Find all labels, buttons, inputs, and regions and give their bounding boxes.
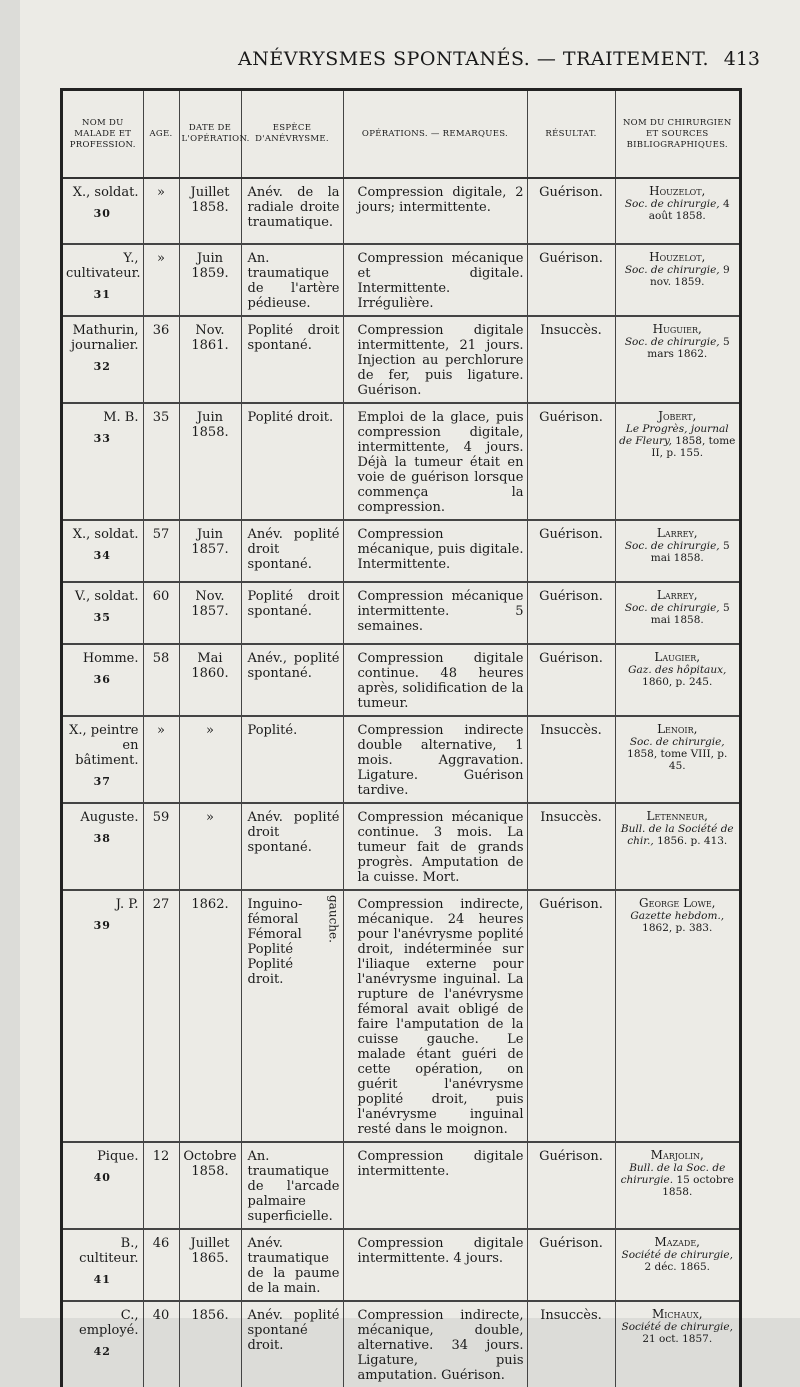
date-value: Juin 1858.: [191, 410, 229, 440]
operations-text: Compression indirecte, mécanique. 24 heures pour l'anévrysme poplité droit, indéterminée sur l'iliaque externe pour l'anévrysme inguinal. La rupture de l'anévrysme fémoral avait obligé de faire l'amputation de la cuisse gauche. Le malade étant guéri de cette opération, on guérit l'anévrysme poplité droit, puis l'anévrysme inguinal resté dans le moignon.: [357, 897, 524, 1137]
date-value: Mai 1860.: [191, 651, 229, 681]
cell-age: [143, 1142, 179, 1229]
table-row: [63, 582, 739, 644]
observation-number: 33: [93, 432, 111, 445]
espece-value: Anév. de la radiale droite traumatique.: [247, 185, 340, 230]
date-value: Juillet 1865.: [190, 1236, 230, 1266]
date-value: »: [206, 810, 214, 825]
cell-resultat: [527, 316, 615, 403]
source-reference: Bull. de la Soc. de chirurgie.: [620, 1162, 726, 1186]
cell-espece: [241, 520, 343, 582]
cell-espece: [241, 178, 343, 244]
cell-patient: [63, 716, 143, 803]
cell-source: [615, 1229, 739, 1301]
cell-date: [179, 890, 241, 1142]
source-date: 21 oct. 1857.: [642, 1333, 713, 1345]
patient-name: Auguste.: [80, 810, 139, 825]
patient-name: J. P.: [115, 897, 139, 912]
table-row: [63, 316, 739, 403]
cell-date: [179, 716, 241, 803]
operations-text: Compression digitale intermittente.: [357, 1149, 524, 1179]
date-value: Octobre 1858.: [183, 1149, 237, 1179]
surgeon-name: Larrey,: [656, 526, 698, 540]
surgeon-name: Huguier,: [652, 322, 702, 336]
espece-value: Anév. poplité droit spontané.: [247, 810, 340, 855]
cell-source: [615, 1301, 739, 1387]
surgeon-name: Houzelot,: [649, 184, 706, 198]
cell-espece: [241, 403, 343, 520]
cell-espece: [241, 582, 343, 644]
cell-source: [615, 244, 739, 316]
source-date: 15 octobre 1858.: [662, 1174, 734, 1198]
cell-date: [179, 520, 241, 582]
operations-text: Compression mécanique, puis digitale. Intermittente.: [357, 527, 524, 572]
source-date: 1856. p. 413.: [657, 835, 728, 847]
resultat-value: Guérison.: [539, 897, 603, 912]
cell-operations: [343, 1229, 527, 1301]
age-value: 27: [152, 897, 170, 912]
age-value: »: [157, 251, 165, 266]
brace-label: gauche.: [326, 895, 341, 943]
cell-operations: [343, 716, 527, 803]
cell-patient: [63, 403, 143, 520]
cell-espece: [241, 1142, 343, 1229]
observation-number: 36: [93, 673, 111, 686]
cell-source: [615, 178, 739, 244]
resultat-value: Insuccès.: [540, 810, 602, 825]
table-row: [63, 803, 739, 890]
cell-espece: [241, 1301, 343, 1387]
table-row: [63, 1142, 739, 1229]
date-value: Juillet 1858.: [190, 185, 230, 215]
source-reference: Société de chirurgie,: [621, 1249, 733, 1261]
source-reference: Soc. de chirurgie,: [624, 264, 720, 276]
cell-age: [143, 1301, 179, 1387]
age-value: 40: [152, 1308, 170, 1323]
source-reference: Soc. de chirurgie,: [629, 736, 725, 748]
surgeon-name: Mazade,: [654, 1235, 700, 1249]
col-header-espece: ESPÈCE D'ANÉVRYSME.: [241, 91, 343, 178]
age-value: 46: [152, 1236, 170, 1251]
source-date: 5 mai 1858.: [650, 602, 730, 626]
cell-patient: [63, 890, 143, 1142]
cell-resultat: [527, 1229, 615, 1301]
observation-number: 40: [93, 1171, 111, 1184]
book-page: [20, 0, 800, 1383]
patient-name: Pique.: [97, 1149, 139, 1164]
table-row: [63, 644, 739, 716]
source-date: 1860, p. 245.: [642, 676, 713, 688]
cell-espece: [241, 644, 343, 716]
cell-resultat: [527, 1301, 615, 1387]
date-value: Nov. 1861.: [191, 323, 229, 353]
espece-value: An. traumatique de l'arcade palmaire superficielle.: [247, 1149, 340, 1224]
cell-patient: [63, 178, 143, 244]
col-header-date: DATE DE L'OPÉRATION.: [179, 91, 241, 178]
operations-text: Compression mécanique intermittente. 5 semaines.: [357, 589, 524, 634]
espece-value: Anév. poplité spontané droit.: [247, 1308, 340, 1353]
resultat-value: Insuccès.: [540, 323, 602, 338]
col-header-source: NOM DU CHIRURGIEN ET SOURCES BIBLIOGRAPHIQUES.: [615, 91, 739, 178]
espece-value: Anév. traumatique de la paume de la main.: [247, 1236, 340, 1296]
operations-text: Compression indirecte double alternative, 1 mois. Aggravation. Ligature. Guérison tardive.: [357, 723, 524, 798]
cell-operations: [343, 582, 527, 644]
patient-name: X., peintre en bâtiment.: [69, 723, 139, 768]
surgeon-name: George Lowe,: [639, 896, 716, 910]
surgeon-name: Marjolin,: [650, 1148, 704, 1162]
cell-resultat: [527, 178, 615, 244]
patient-name: C., employé.: [79, 1308, 139, 1338]
cell-age: [143, 644, 179, 716]
cell-espece: [241, 803, 343, 890]
cell-resultat: [527, 520, 615, 582]
col-header-age: AGE.: [143, 91, 179, 178]
cell-source: [615, 403, 739, 520]
running-head: [60, 48, 760, 78]
resultat-value: Guérison.: [539, 185, 603, 200]
patient-name: V., soldat.: [74, 589, 139, 604]
col-header-resultat: RÉSULTAT.: [527, 91, 615, 178]
cell-source: [615, 716, 739, 803]
cell-date: [179, 803, 241, 890]
espece-value: Poplité droit spontané.: [247, 589, 340, 619]
source-date: 1858, tome VIII, p. 45.: [627, 748, 728, 772]
cell-source: [615, 582, 739, 644]
patient-name: X., soldat.: [72, 185, 139, 200]
cell-operations: [343, 178, 527, 244]
col-header-operations: OPÉRATIONS. — REMARQUES.: [343, 91, 527, 178]
cell-date: [179, 1142, 241, 1229]
resultat-value: Guérison.: [539, 410, 603, 425]
surgeon-name: Michaux,: [651, 1307, 703, 1321]
age-value: 60: [152, 589, 170, 604]
espece-value: Poplité droit spontané.: [247, 323, 340, 353]
cell-espece: [241, 1229, 343, 1301]
date-value: Nov. 1857.: [191, 589, 229, 619]
cell-resultat: [527, 1142, 615, 1229]
observation-number: 41: [93, 1273, 111, 1286]
resultat-value: Insuccès.: [540, 1308, 602, 1323]
cell-resultat: [527, 644, 615, 716]
source-date: 2 déc. 1865.: [644, 1261, 711, 1273]
observation-number: 42: [93, 1345, 111, 1358]
cell-operations: [343, 890, 527, 1142]
date-value: 1856.: [191, 1308, 229, 1323]
cell-source: [615, 1142, 739, 1229]
cell-operations: [343, 520, 527, 582]
source-date: 1862, p. 383.: [642, 922, 713, 934]
cell-age: [143, 520, 179, 582]
source-date: 5 mai 1858.: [650, 540, 730, 564]
cell-age: [143, 316, 179, 403]
espece-value: An. traumatique de l'artère pédieuse.: [247, 251, 340, 311]
source-reference: Le Progrès, journal de Fleury,: [619, 423, 729, 447]
surgeon-name: Lenoir,: [657, 722, 698, 736]
espece-value: Poplité droit.: [247, 410, 334, 425]
observation-number: 32: [93, 360, 111, 373]
date-value: Juin 1859.: [191, 251, 229, 281]
cell-source: [615, 520, 739, 582]
cell-date: [179, 1301, 241, 1387]
resultat-value: Guérison.: [539, 1236, 603, 1251]
table-row: [63, 520, 739, 582]
cell-operations: [343, 1142, 527, 1229]
date-value: 1862.: [191, 897, 229, 912]
cell-patient: [63, 1229, 143, 1301]
cell-patient: [63, 644, 143, 716]
observation-number: 34: [93, 549, 111, 562]
cell-date: [179, 644, 241, 716]
surgeon-name: Jobert,: [658, 409, 697, 423]
source-reference: Gazette hebdom.,: [630, 910, 725, 922]
cell-operations: [343, 1301, 527, 1387]
patient-name: X., soldat.: [72, 527, 139, 542]
cell-patient: [63, 520, 143, 582]
cell-espece: [241, 716, 343, 803]
cell-resultat: [527, 716, 615, 803]
table-header-row: [63, 91, 739, 178]
surgeon-name: Larrey,: [656, 588, 698, 602]
surgeon-name: Laugier,: [654, 650, 701, 664]
cell-resultat: [527, 403, 615, 520]
cell-patient: [63, 316, 143, 403]
resultat-value: Guérison.: [539, 589, 603, 604]
cell-patient: [63, 244, 143, 316]
espece-value: Inguino-fémoral Fémoral Poplité Poplité droit.: [247, 897, 303, 987]
cell-age: [143, 1229, 179, 1301]
cell-date: [179, 403, 241, 520]
table-row: [63, 403, 739, 520]
cell-operations: [343, 803, 527, 890]
cell-operations: [343, 403, 527, 520]
age-value: 35: [152, 410, 170, 425]
cell-operations: [343, 316, 527, 403]
cell-age: [143, 244, 179, 316]
resultat-value: Guérison.: [539, 251, 603, 266]
cell-resultat: [527, 244, 615, 316]
cell-age: [143, 582, 179, 644]
cell-age: [143, 803, 179, 890]
observation-number: 30: [93, 207, 111, 220]
cell-age: [143, 716, 179, 803]
age-value: 57: [152, 527, 170, 542]
table-row: [63, 244, 739, 316]
surgeon-name: Letenneur,: [646, 809, 708, 823]
cell-date: [179, 244, 241, 316]
age-value: 59: [152, 810, 170, 825]
source-date: 9 nov. 1859.: [649, 264, 730, 288]
cell-age: [143, 178, 179, 244]
observation-number: 35: [93, 611, 111, 624]
cell-operations: [343, 644, 527, 716]
cell-source: [615, 644, 739, 716]
observation-number: 37: [93, 775, 111, 788]
observation-number: 38: [93, 832, 111, 845]
operations-text: Compression digitale continue. 48 heures après, solidification de la tumeur.: [357, 651, 524, 711]
cell-age: [143, 890, 179, 1142]
date-value: Juin 1857.: [191, 527, 229, 557]
cell-espece: [241, 316, 343, 403]
age-value: 36: [152, 323, 170, 338]
cell-date: [179, 178, 241, 244]
operations-text: Compression digitale, 2 jours; intermittente.: [357, 185, 524, 215]
resultat-value: Insuccès.: [540, 723, 602, 738]
date-value: »: [206, 723, 214, 738]
page-title: ANÉVRYSMES SPONTANÉS. — TRAITEMENT.: [238, 48, 710, 70]
patient-name: Y., cultivateur.: [66, 251, 141, 281]
operations-text: Compression mécanique et digitale. Intermittente. Irrégulière.: [357, 251, 524, 311]
patient-name: Mathurin, journalier.: [71, 323, 139, 353]
source-reference: Bull. de la Société de chir.,: [620, 823, 734, 847]
cell-operations: [343, 244, 527, 316]
source-reference: Soc. de chirurgie,: [624, 602, 720, 614]
cell-source: [615, 316, 739, 403]
operations-text: Compression indirecte, mécanique, double, alternative. 34 jours. Ligature, puis amputation. Guérison.: [357, 1308, 524, 1383]
age-value: 58: [152, 651, 170, 666]
espece-value: Anév. poplité droit spontané.: [247, 527, 340, 572]
surgeon-name: Houzelot,: [649, 250, 706, 264]
cell-espece: [241, 890, 343, 1142]
page-number: 413: [723, 48, 760, 70]
cell-resultat: [527, 890, 615, 1142]
cell-resultat: [527, 582, 615, 644]
table-row: [63, 716, 739, 803]
source-date: 4 août 1858.: [648, 198, 730, 222]
source-date: 5 mars 1862.: [647, 336, 730, 360]
patient-name: Homme.: [82, 651, 139, 666]
cell-espece: [241, 244, 343, 316]
observation-number: 39: [93, 919, 111, 932]
cell-date: [179, 316, 241, 403]
age-value: »: [157, 185, 165, 200]
cell-patient: [63, 1142, 143, 1229]
resultat-value: Guérison.: [539, 651, 603, 666]
source-reference: Gaz. des hôpitaux,: [628, 664, 727, 676]
cell-patient: [63, 1301, 143, 1387]
table-row: [63, 890, 739, 1142]
cell-date: [179, 1229, 241, 1301]
operations-text: Compression mécanique continue. 3 mois. La tumeur fait de grands progrès. Amputation de la cuisse. Mort.: [357, 810, 524, 885]
source-reference: Soc. de chirurgie,: [624, 336, 720, 348]
age-value: »: [157, 723, 165, 738]
source-reference: Soc. de chirurgie,: [624, 198, 720, 210]
cell-date: [179, 582, 241, 644]
espece-value: Anév., poplité spontané.: [247, 651, 340, 681]
resultat-value: Guérison.: [539, 1149, 603, 1164]
source-reference: Soc. de chirurgie,: [624, 540, 720, 552]
cell-source: [615, 803, 739, 890]
source-date: 1858, tome II, p. 155.: [651, 435, 736, 459]
observation-number: 31: [93, 288, 111, 301]
age-value: 12: [152, 1149, 170, 1164]
source-reference: Société de chirurgie,: [621, 1321, 733, 1333]
patient-name: B., cultiteur.: [79, 1236, 139, 1266]
resultat-value: Guérison.: [539, 527, 603, 542]
cell-patient: [63, 803, 143, 890]
espece-value: Poplité.: [247, 723, 298, 738]
patient-name: M. B.: [103, 410, 139, 425]
cell-source: [615, 890, 739, 1142]
table-row: [63, 1301, 739, 1387]
col-header-patient: NOM DU MALADE ET PROFESSION.: [63, 91, 143, 178]
operations-text: Emploi de la glace, puis compression digitale, intermittente, 4 jours. Déjà la tumeur était en voie de guérison lorsque commença la compression.: [357, 410, 524, 515]
operations-text: Compression digitale intermittente, 21 jours. Injection au perchlorure de fer, puis ligature. Guérison.: [357, 323, 524, 398]
cell-age: [143, 403, 179, 520]
cell-resultat: [527, 803, 615, 890]
cell-patient: [63, 582, 143, 644]
operations-text: Compression digitale intermittente. 4 jours.: [357, 1236, 524, 1266]
table-row: [63, 178, 739, 244]
observations-table: [60, 88, 742, 1387]
table-row: [63, 1229, 739, 1301]
